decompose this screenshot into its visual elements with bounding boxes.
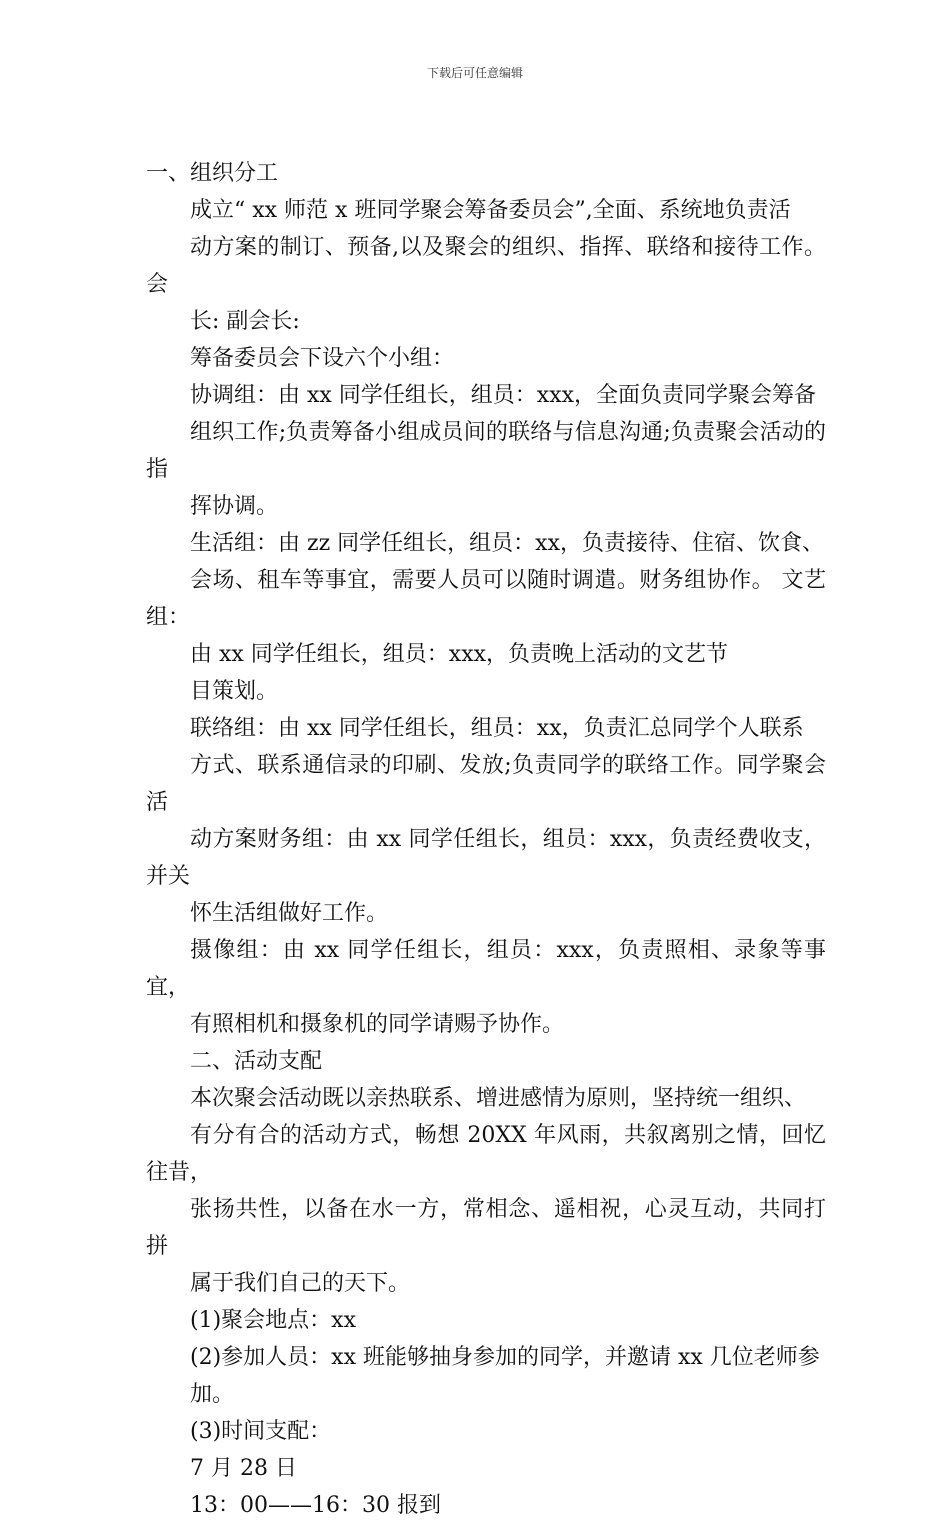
text-line: 长: 副会长: [190, 309, 300, 334]
text-line: 怀生活组做好工作。 [190, 901, 389, 926]
text-line: 协调组：由 xx 同学任组长，组员：xxx，全面负责同学聚会筹备 [190, 383, 817, 408]
paragraph [146, 1450, 826, 1487]
paragraph [146, 1080, 826, 1302]
paragraph [146, 525, 826, 673]
text-line: 二、活动支配 [190, 1049, 323, 1074]
paragraph [146, 377, 826, 525]
text-line: 筹备委员会下设六个小组： [190, 346, 455, 371]
paragraph [146, 1302, 826, 1339]
text-line: 方式、联系通信录的印刷、发放;负责同学的联络工作。同学聚会活 [146, 753, 826, 815]
text-line: 成立“ xx 师范 x 班同学聚会筹备委员会”,全面、系统地负责活 [190, 198, 791, 223]
paragraph [146, 932, 826, 1043]
paragraph [146, 192, 826, 340]
text-line: 动方案的制订、预备,以及聚会的组织、指挥、联络和接待工作。 会 [146, 235, 826, 297]
paragraph [146, 710, 826, 932]
text-line: 7 月 28 日 [190, 1456, 297, 1481]
text-line: 属于我们自己的天下。 [190, 1271, 411, 1296]
text-line: 一、组织分工 [146, 161, 279, 186]
text-line: 由 xx 同学任组长，组员：xxx，负责晚上活动的文艺节 [190, 642, 729, 667]
text-line: 目策划。 [190, 679, 279, 704]
paragraph [146, 1413, 826, 1450]
paragraph [146, 1339, 826, 1413]
paragraph [146, 1043, 826, 1080]
text-line: 联络组：由 xx 同学任组长，组员：xx，负责汇总同学个人联系 [190, 716, 804, 741]
paragraph [146, 155, 826, 192]
text-line: 本次聚会活动既以亲热联系、增进感情为原则，坚持统一组织、 [190, 1086, 807, 1111]
paragraph [146, 673, 826, 710]
text-line: 13：00——16：30 报到 [190, 1493, 441, 1518]
text-line: 有照相机和摄象机的同学请赐予协作。 [190, 1012, 565, 1037]
paragraph [146, 340, 826, 377]
text-line: 有分有合的活动方式，畅想 20XX 年风雨，共叙离别之情，回忆往昔， [146, 1123, 826, 1185]
text-line: (2)参加人员：xx 班能够抽身参加的同学，并邀请 xx 几位老师参 [190, 1345, 820, 1370]
text-line: 摄像组：由 xx 同学任组长，组员：xxx，负责照相、录象等事宜， [146, 938, 826, 1000]
text-line: (3)时间支配： [190, 1419, 332, 1444]
text-line: (1)聚会地点：xx [190, 1308, 356, 1333]
text-line: 张扬共性，以备在水一方，常相念、遥相祝，心灵互动，共同打拼 [146, 1197, 826, 1259]
header-note: 下载后可任意编辑 [426, 66, 523, 80]
text-line: 生活组：由 zz 同学任组长，组员：xx，负责接待、住宿、饮食、 [190, 531, 824, 556]
text-line: 会场、租车等事宜，需要人员可以随时调遣。财务组协作。 文艺组： [146, 568, 826, 630]
text-line: 加。 [190, 1382, 235, 1407]
text-line: 挥协调。 [190, 494, 279, 519]
paragraph [146, 1487, 826, 1524]
text-line: 动方案财务组：由 xx 同学任组长，组员：xxx，负责经费收支，并关 [146, 827, 826, 889]
document-body [146, 155, 826, 1524]
text-line: 组织工作;负责筹备小组成员间的联络与信息沟通;负责聚会活动的指 [146, 420, 826, 482]
